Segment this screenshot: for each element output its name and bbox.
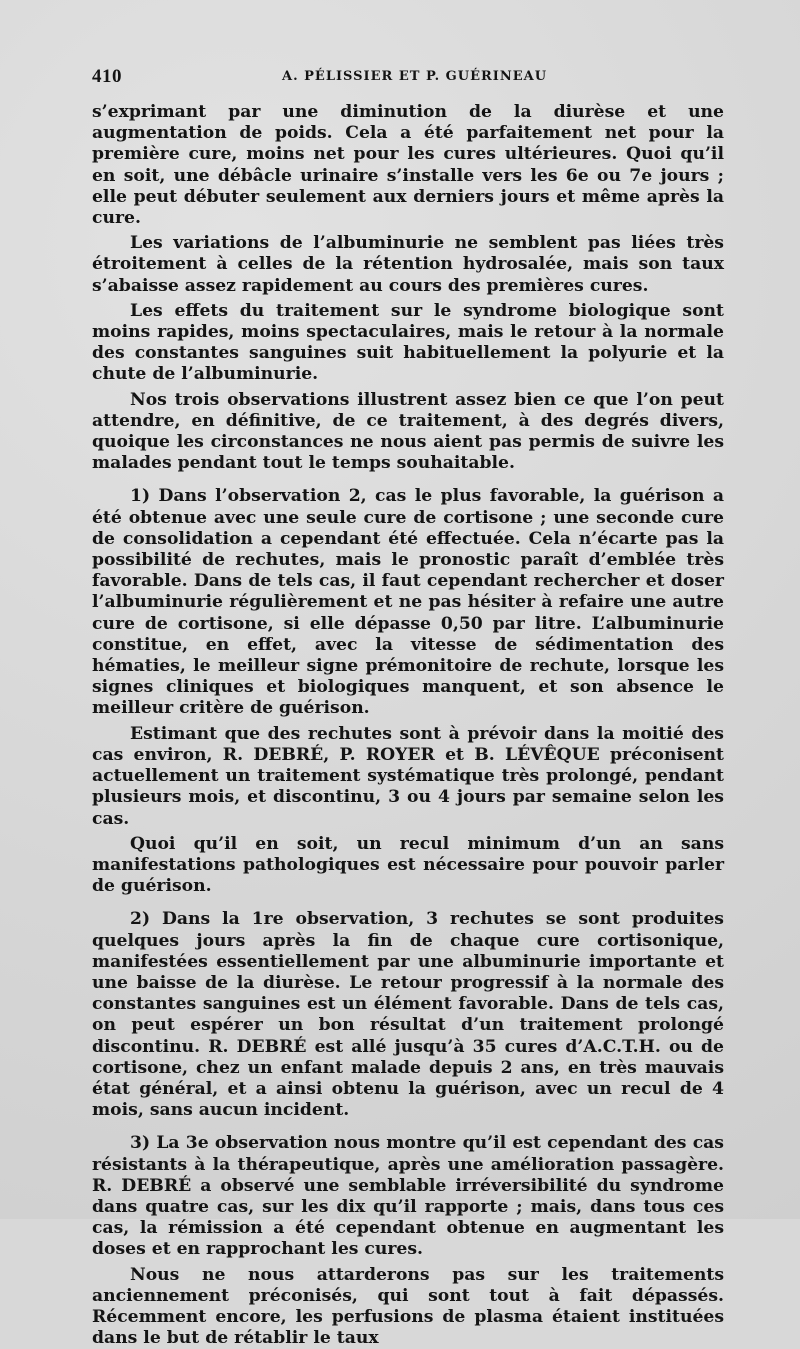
body-text bbox=[92, 102, 724, 1349]
paragraph-8: 2) Dans la 1re observation, 3 rechutes se sont produites quelques jours après la fin de chaque cure cortisonique, manifestées essentiellement par une albuminurie importante et une baisse de la diurèse. Le retour progressif à la normale des constantes sanguines est un élément favorable. Dans de tels cas, on peut espérer un bon résultat d’un traitement prolongé discontinu. R. DEBRÉ est allé jusqu’à 35 cures d’A.C.T.H. ou de cortisone, chez un enfant malade depuis 2 ans, en très mauvais état général, et a ainsi obtenu la guérison, avec un recul de 4 mois, sans aucun incident. bbox=[92, 909, 724, 1121]
paragraph-4: Nos trois observations illustrent assez bien ce que l’on peut attendre, en définitive, de ce traitement, à des degrés divers, quoique les circonstances ne nous aient pas permis de suivre les malades pendant tout le temps souhaitable. bbox=[92, 389, 724, 474]
running-title: A. PÉLISSIER ET P. GUÉRINEAU bbox=[282, 69, 548, 84]
page-header bbox=[92, 66, 732, 92]
paragraph-3: Les effets du traitement sur le syndrome biologique sont moins rapides, moins spectaculaires, mais le retour à la normale des constantes sanguines suit habituellement la polyurie et la chute de l’albuminurie. bbox=[92, 300, 724, 385]
paragraph-7: Quoi qu’il en soit, un recul minimum d’un an sans manifestations pathologiques est nécessaire pour pouvoir parler de guérison. bbox=[92, 833, 724, 897]
page-number: 410 bbox=[92, 66, 122, 87]
paragraph-5: 1) Dans l’observation 2, cas le plus favorable, la guérison a été obtenue avec une seule cure de cortisone ; une seconde cure de consolidation a cependant été effectuée. Cela n’écarte pas la possibilité de rechutes, mais le pronostic paraît d’emblée très favorable. Dans de tels cas, il faut cependant rechercher et doser l’albuminurie régulièrement et ne pas hésiter à refaire une autre cure de cortisone, si elle dépasse 0,50 par litre. L’albuminurie constitue, en effet, avec la vitesse de sédimentation des hématies, le meilleur signe prémonitoire de rechute, lorsque les signes cliniques et biologiques manquent, et son absence le meilleur critère de guérison. bbox=[92, 486, 724, 719]
paragraph-9: 3) La 3e observation nous montre qu’il est cependant des cas résistants à la thérapeutique, après une amélioration passagère. R. DEBRÉ a observé une semblable irréversibilité du syndrome dans quatre cas, sur les dix qu’il rapporte ; mais, dans tous ces cas, la rémission a été cependant obtenue en augmentant les doses et en rapprochant les cures. bbox=[92, 1133, 724, 1260]
paragraph-1: s’exprimant par une diminution de la diurèse et une augmentation de poids. Cela a été parfaitement net pour la première cure, moins net pour les cures ultérieures. Quoi qu’il en soit, une débâcle urinaire s’installe vers les 6e ou 7e jours ; elle peut débuter seulement aux derniers jours et même après la cure. bbox=[92, 102, 724, 229]
paragraph-10: Nous ne nous attarderons pas sur les traitements anciennement préconisés, qui sont tout à fait dépassés. Récemment encore, les perfusions de plasma étaient instituées dans le but de rétablir le taux bbox=[92, 1264, 724, 1349]
paragraph-6: Estimant que des rechutes sont à prévoir dans la moitié des cas environ, R. DEBRÉ, P. ROYER et B. LÉVÊQUE préconisent actuellement un traitement systématique très prolongé, pendant plusieurs mois, et discontinu, 3 ou 4 jours par semaine selon les cas. bbox=[92, 723, 724, 829]
paragraph-2: Les variations de l’albuminurie ne semblent pas liées très étroitement à celles de la rétention hydrosalée, mais son taux s’abaisse assez rapidement au cours des premières cures. bbox=[92, 233, 724, 296]
